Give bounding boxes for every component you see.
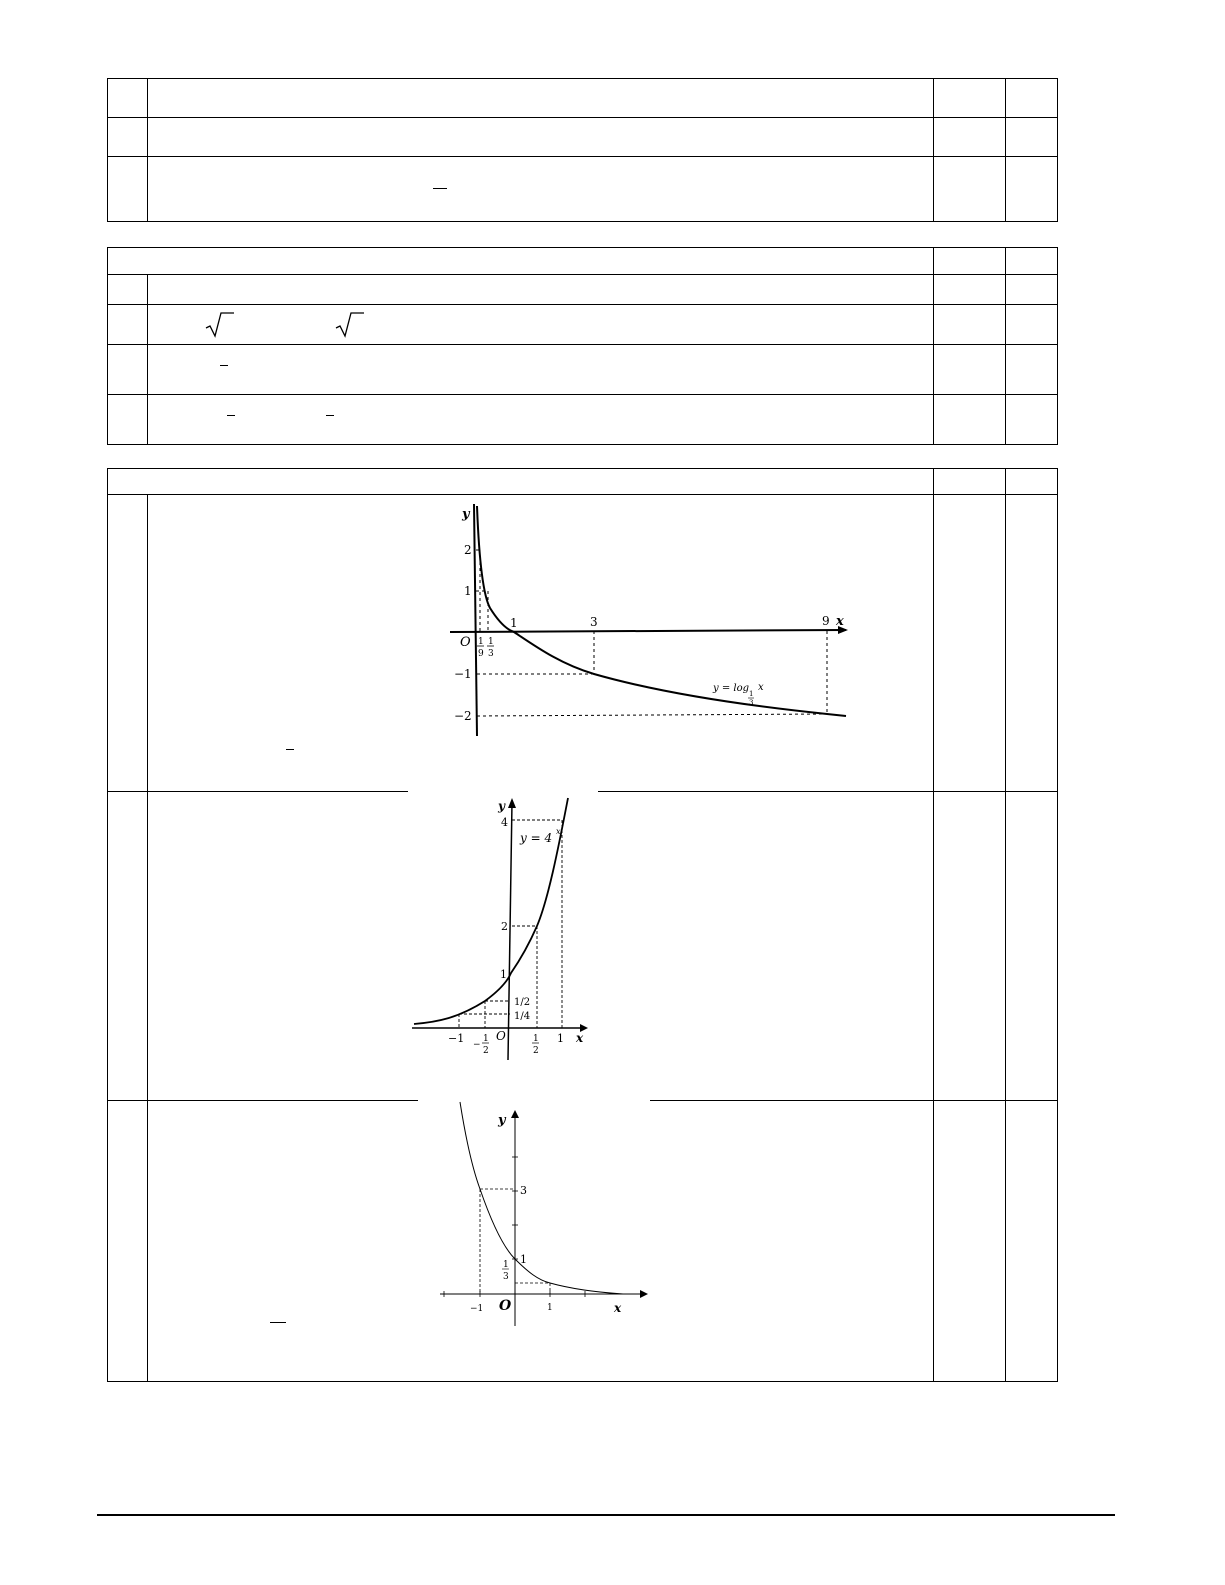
x-fraction-tick bbox=[473, 1034, 489, 1056]
content-cell bbox=[148, 118, 934, 157]
x-tick-label: 1 bbox=[557, 1032, 564, 1045]
mark-cell bbox=[1006, 275, 1058, 305]
content-cell bbox=[148, 79, 934, 118]
decay-graph bbox=[418, 1100, 650, 1328]
y-axis bbox=[508, 802, 512, 1060]
x-tick-label: 1 bbox=[510, 616, 518, 630]
x-tick-label: 1 bbox=[547, 1303, 553, 1313]
header-cell bbox=[108, 248, 934, 275]
x-fraction-tick bbox=[477, 637, 484, 659]
y-tick-label: −2 bbox=[454, 709, 472, 723]
mark-cell bbox=[1006, 305, 1058, 345]
y-axis-arrow-icon bbox=[508, 798, 516, 808]
row-number-cell bbox=[108, 118, 148, 157]
mark-cell bbox=[1006, 395, 1058, 445]
row-number-cell bbox=[108, 792, 148, 1101]
answer-table-2 bbox=[107, 247, 1058, 445]
svg-text:x: x bbox=[758, 682, 764, 693]
y-tick-label: 4 bbox=[501, 816, 508, 829]
x-axis-label: x bbox=[576, 1031, 584, 1045]
y-tick-label: 1 bbox=[464, 584, 472, 598]
y-tick-label: −1 bbox=[454, 667, 472, 681]
fraction-bar bbox=[270, 1322, 286, 1323]
y-tick-label: 3 bbox=[520, 1184, 527, 1197]
origin-label: O bbox=[496, 1029, 506, 1043]
row-number-cell bbox=[108, 495, 148, 792]
svg-text:2: 2 bbox=[483, 1046, 489, 1056]
decay-curve bbox=[460, 1102, 623, 1294]
row-number-cell bbox=[108, 395, 148, 445]
x-axis-arrow-icon bbox=[640, 1290, 648, 1298]
svg-text:1: 1 bbox=[488, 637, 494, 647]
x-tick-label: −1 bbox=[448, 1032, 465, 1045]
svg-text:1: 1 bbox=[483, 1034, 489, 1044]
y-tick-label: 2 bbox=[464, 543, 472, 557]
score-cell bbox=[934, 495, 1006, 792]
svg-text:9: 9 bbox=[478, 649, 484, 659]
fraction-bar bbox=[433, 188, 447, 189]
mark-cell bbox=[1006, 118, 1058, 157]
origin-label: O bbox=[499, 1298, 512, 1314]
row-number-cell bbox=[108, 305, 148, 345]
svg-text:3: 3 bbox=[749, 699, 754, 707]
mark-cell bbox=[1006, 157, 1058, 222]
y-fraction-tick bbox=[502, 1260, 509, 1282]
mark-cell bbox=[1006, 469, 1058, 495]
score-cell bbox=[934, 792, 1006, 1101]
row-number-cell bbox=[108, 79, 148, 118]
svg-text:y = 4: y = 4 bbox=[520, 831, 553, 845]
x-tick-label: 9 bbox=[822, 614, 830, 628]
content-cell bbox=[148, 395, 934, 445]
y-axis bbox=[474, 504, 477, 736]
y-tick-label: 1/4 bbox=[514, 1011, 531, 1022]
x-axis-label: x bbox=[614, 1301, 622, 1315]
mark-cell bbox=[1006, 495, 1058, 792]
score-cell bbox=[934, 248, 1006, 275]
score-cell bbox=[934, 305, 1006, 345]
fraction-bar bbox=[227, 415, 235, 416]
x-tick-label: −1 bbox=[470, 1304, 484, 1314]
fraction-bar bbox=[286, 749, 294, 750]
log-curve bbox=[477, 506, 846, 716]
score-cell bbox=[934, 118, 1006, 157]
content-cell bbox=[148, 275, 934, 305]
header-cell bbox=[108, 469, 934, 495]
mark-cell bbox=[1006, 345, 1058, 395]
mark-cell bbox=[1006, 792, 1058, 1101]
origin-label: O bbox=[460, 635, 471, 650]
y-tick-label: 1/2 bbox=[514, 997, 531, 1008]
score-cell bbox=[934, 469, 1006, 495]
y-axis-label: y bbox=[498, 799, 505, 813]
x-tick-label: 3 bbox=[590, 615, 598, 629]
score-cell bbox=[934, 275, 1006, 305]
mark-cell bbox=[1006, 79, 1058, 118]
y-tick-label: 1 bbox=[520, 1253, 527, 1266]
svg-text:y = log: y = log bbox=[713, 683, 750, 694]
log-graph bbox=[450, 500, 850, 740]
fraction-bar bbox=[220, 365, 228, 366]
footer-rule bbox=[97, 1514, 1115, 1516]
exp-graph bbox=[408, 790, 598, 1065]
answer-table-1 bbox=[107, 78, 1058, 222]
score-cell bbox=[934, 395, 1006, 445]
y-axis-label: y bbox=[498, 1113, 506, 1128]
y-tick-label: 1 bbox=[500, 968, 507, 981]
y-tick-label: 2 bbox=[501, 920, 508, 933]
y-axis-arrow-icon bbox=[511, 1110, 519, 1118]
svg-text:1: 1 bbox=[749, 690, 754, 698]
row-number-cell bbox=[108, 157, 148, 222]
mark-cell bbox=[1006, 248, 1058, 275]
radical-sign-icon bbox=[334, 310, 364, 338]
svg-text:1: 1 bbox=[533, 1034, 539, 1044]
content-cell bbox=[148, 345, 934, 395]
y-axis-label: y bbox=[462, 507, 470, 522]
row-number-cell bbox=[108, 1101, 148, 1382]
content-cell bbox=[148, 305, 934, 345]
score-cell bbox=[934, 79, 1006, 118]
mark-cell bbox=[1006, 1101, 1058, 1382]
row-number-cell bbox=[108, 275, 148, 305]
svg-text:1: 1 bbox=[478, 637, 484, 647]
svg-text:1: 1 bbox=[503, 1260, 509, 1270]
score-cell bbox=[934, 1101, 1006, 1382]
content-cell bbox=[148, 157, 934, 222]
fraction-bar bbox=[326, 415, 334, 416]
svg-text:x: x bbox=[556, 827, 561, 836]
x-fraction-tick bbox=[532, 1034, 539, 1056]
radical-sign-icon bbox=[204, 310, 234, 338]
row-number-cell bbox=[108, 345, 148, 395]
x-axis-label: x bbox=[836, 614, 844, 629]
score-cell bbox=[934, 345, 1006, 395]
svg-text:2: 2 bbox=[533, 1046, 539, 1056]
curve-label bbox=[519, 827, 561, 845]
svg-text:−: − bbox=[473, 1040, 481, 1050]
svg-text:3: 3 bbox=[488, 649, 494, 659]
guide-lines bbox=[476, 550, 827, 716]
x-fraction-tick bbox=[487, 637, 494, 659]
svg-text:3: 3 bbox=[503, 1272, 509, 1282]
score-cell bbox=[934, 157, 1006, 222]
